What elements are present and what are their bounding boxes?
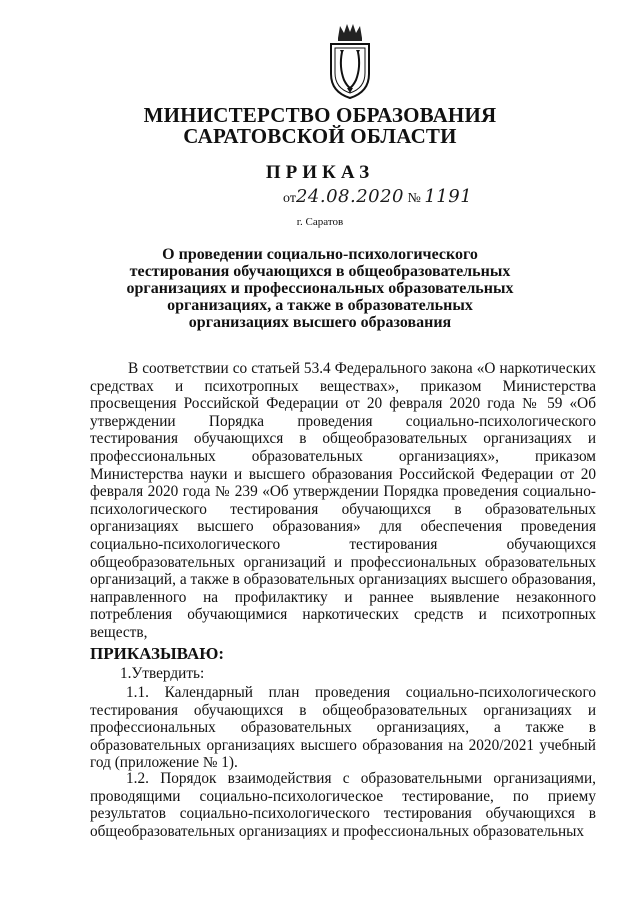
item-1: 1.Утвердить: [120, 665, 205, 682]
city: г. Саратов [296, 216, 344, 228]
handwritten-date: 24.08.2020 [295, 186, 404, 207]
ministry-name-line2: САРАТОВСКОЙ ОБЛАСТИ [183, 124, 457, 148]
document-title: О проведении социально-психологического тестирования обучающихся в общеобразовательных организациях и профессиональных образовательных организациях, а также в образовательных организациях высшего образования [126, 246, 514, 331]
ministry-name-line1: МИНИСТЕРСТВО ОБРАЗОВАНИЯ [143, 103, 497, 127]
date-prefix: от [283, 191, 296, 206]
intro-paragraph: В соответствии со статьей 53.4 Федерального закона «О наркотических средствах и психотропных веществах», приказом Министерства просвещения Российской Федерации от 20 февраля 2020 года № 59 «Об утверждении Порядка проведения социально-психологического тестирования обучающихся в общеобразовательных организациях и профессиональных образовательных организациях», приказом Министерства науки и высшего образования Российской Федерации от 20 февраля 2020 года № 239 «Об утверждении Порядка проведения социально-психологического тестирования обучающихся в образовательных организациях высшего образования» для обеспечения проведения социально-психологического тестирования обучающихся общеобразовательных организаций и профессиональных образовательных организаций, а также в образовательных организациях высшего образования, направленного на профилактику и раннее выявление незаконного потребления обучающимися наркотических средств и психотропных веществ, [90, 360, 596, 641]
number-prefix: № [407, 191, 421, 206]
handwritten-number: 1191 [424, 186, 473, 207]
date-number-line [283, 186, 543, 207]
order-label: ПРИКАЗЫВАЮ: [90, 644, 225, 663]
document-type: ПРИКАЗ [265, 162, 375, 183]
item-1-1: 1.1. Календарный план проведения социально-психологического тестирования обучающихся в общеобразовательных организациях и профессиональных образовательных организациях, а также в образовательных организациях высшего образования на 2020/2021 учебный год (приложение № 1). [90, 684, 596, 772]
saratov-coat-of-arms-icon [327, 22, 373, 100]
item-1-2: 1.2. Порядок взаимодействия с образовательными организациями, проводящими социально-психологическое тестирование, по приему результатов социально-психологического тестирования обучающихся в общеобразовательных организациях и профессиональных образовательных [90, 770, 596, 840]
